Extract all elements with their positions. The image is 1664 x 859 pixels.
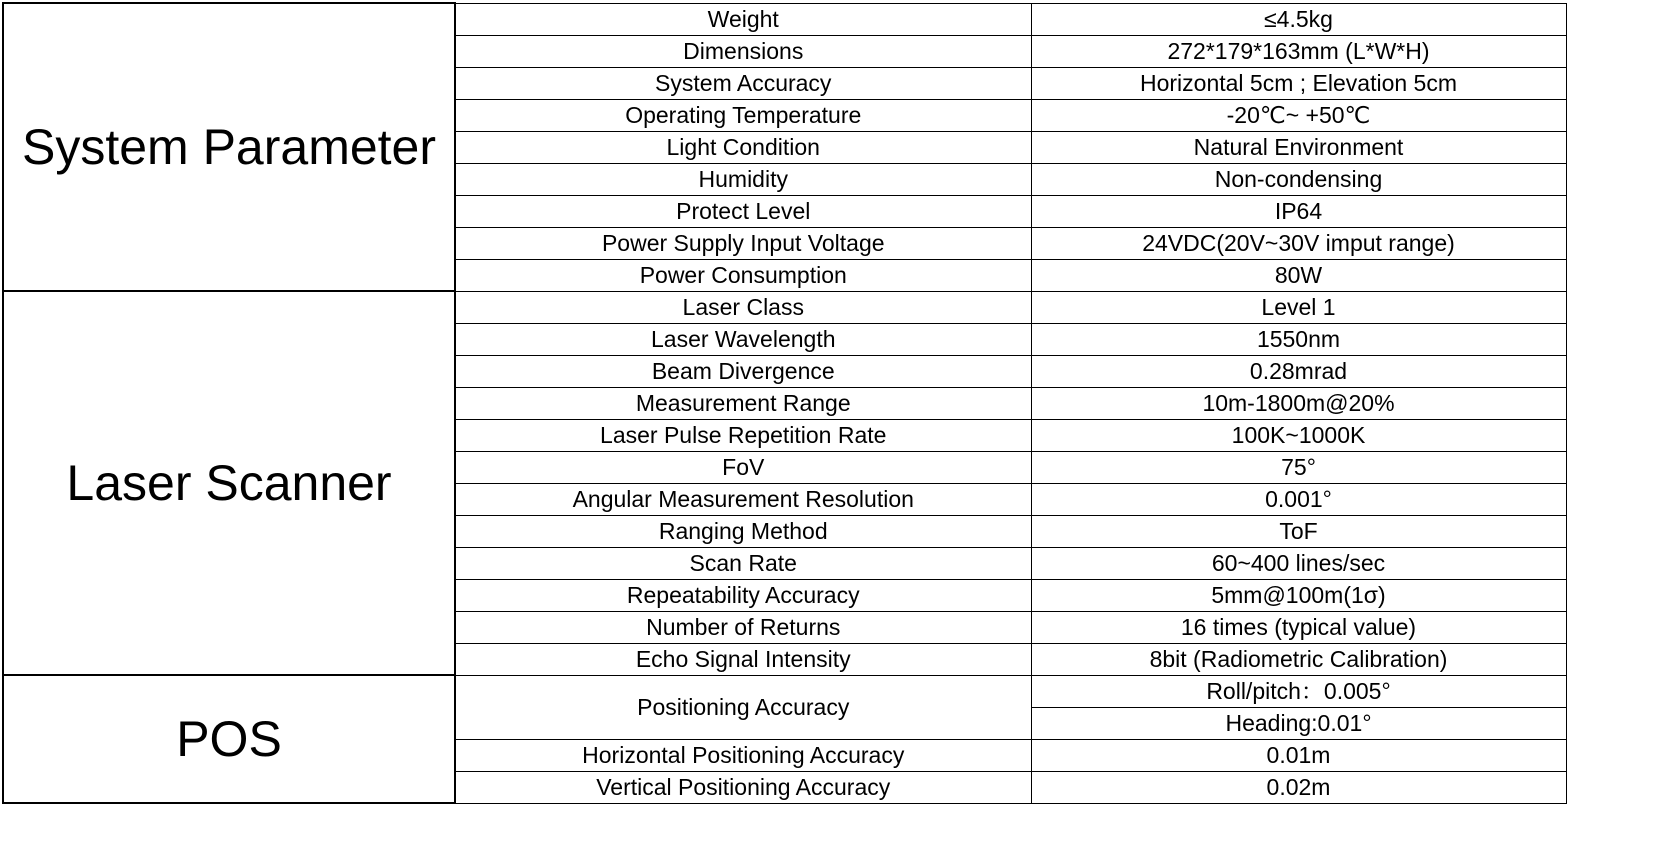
param-value-cell: 80W bbox=[1031, 259, 1566, 291]
section-title: Laser Scanner bbox=[3, 291, 455, 675]
param-value-cell: Natural Environment bbox=[1031, 131, 1566, 163]
param-name-cell: Power Supply Input Voltage bbox=[455, 227, 1031, 259]
param-value-cell: Non-condensing bbox=[1031, 163, 1566, 195]
param-name-cell: Laser Wavelength bbox=[455, 323, 1031, 355]
param-value-cell: 5mm@100m(1σ) bbox=[1031, 579, 1566, 611]
param-name-cell: Dimensions bbox=[455, 35, 1031, 67]
param-value-cell: Roll/pitch：0.005° bbox=[1031, 675, 1566, 707]
param-value-cell: 0.001° bbox=[1031, 483, 1566, 515]
param-value-cell: Heading:0.01° bbox=[1031, 707, 1566, 739]
param-value-cell: Level 1 bbox=[1031, 291, 1566, 323]
param-name-cell: Echo Signal Intensity bbox=[455, 643, 1031, 675]
param-name-cell: FoV bbox=[455, 451, 1031, 483]
param-name-cell: Laser Pulse Repetition Rate bbox=[455, 419, 1031, 451]
param-name-cell: Humidity bbox=[455, 163, 1031, 195]
spec-table-body bbox=[3, 3, 1566, 803]
param-value-cell: Horizontal 5cm ; Elevation 5cm bbox=[1031, 67, 1566, 99]
param-name-cell: Positioning Accuracy bbox=[455, 675, 1031, 739]
param-name-cell: Number of Returns bbox=[455, 611, 1031, 643]
param-name-cell: Vertical Positioning Accuracy bbox=[455, 771, 1031, 803]
param-value-cell: 272*179*163mm (L*W*H) bbox=[1031, 35, 1566, 67]
param-value-cell: -20℃~ +50℃ bbox=[1031, 99, 1566, 131]
param-name-cell: Measurement Range bbox=[455, 387, 1031, 419]
param-name-cell: Weight bbox=[455, 3, 1031, 35]
param-name-cell: Laser Class bbox=[455, 291, 1031, 323]
param-name-cell: Light Condition bbox=[455, 131, 1031, 163]
param-value-cell: 24VDC(20V~30V imput range) bbox=[1031, 227, 1566, 259]
param-name-cell: Ranging Method bbox=[455, 515, 1031, 547]
param-name-cell: Angular Measurement Resolution bbox=[455, 483, 1031, 515]
table-row bbox=[3, 291, 1566, 323]
param-name-cell: Scan Rate bbox=[455, 547, 1031, 579]
param-value-cell: 0.28mrad bbox=[1031, 355, 1566, 387]
param-value-cell: 0.02m bbox=[1031, 771, 1566, 803]
section-title: System Parameter bbox=[3, 3, 455, 291]
param-value-cell: 75° bbox=[1031, 451, 1566, 483]
param-value-cell: 100K~1000K bbox=[1031, 419, 1566, 451]
param-value-cell: ToF bbox=[1031, 515, 1566, 547]
param-value-cell: ≤4.5kg bbox=[1031, 3, 1566, 35]
param-value-cell: 60~400 lines/sec bbox=[1031, 547, 1566, 579]
table-row bbox=[3, 3, 1566, 35]
section-title: POS bbox=[3, 675, 455, 803]
param-name-cell: Repeatability Accuracy bbox=[455, 579, 1031, 611]
param-value-cell: 16 times (typical value) bbox=[1031, 611, 1566, 643]
param-name-cell: Power Consumption bbox=[455, 259, 1031, 291]
param-value-cell: 1550nm bbox=[1031, 323, 1566, 355]
param-name-cell: System Accuracy bbox=[455, 67, 1031, 99]
param-value-cell: IP64 bbox=[1031, 195, 1566, 227]
param-value-cell: 8bit (Radiometric Calibration) bbox=[1031, 643, 1566, 675]
spec-table bbox=[2, 2, 1567, 804]
param-value-cell: 10m-1800m@20% bbox=[1031, 387, 1566, 419]
param-name-cell: Horizontal Positioning Accuracy bbox=[455, 739, 1031, 771]
param-name-cell: Beam Divergence bbox=[455, 355, 1031, 387]
param-name-cell: Operating Temperature bbox=[455, 99, 1031, 131]
param-value-cell: 0.01m bbox=[1031, 739, 1566, 771]
param-name-cell: Protect Level bbox=[455, 195, 1031, 227]
table-row bbox=[3, 675, 1566, 707]
